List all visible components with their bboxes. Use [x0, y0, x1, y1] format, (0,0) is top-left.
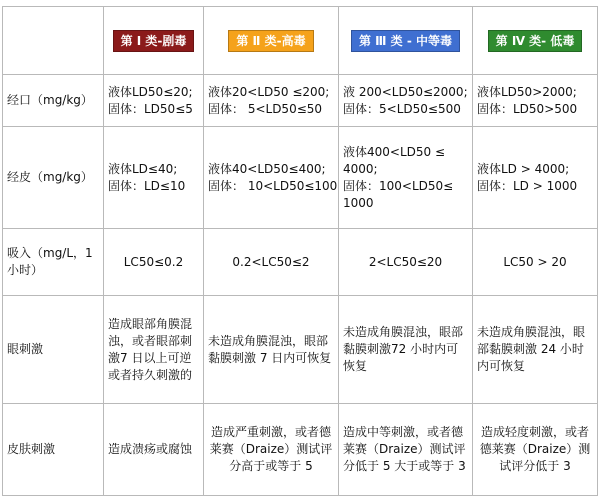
- inhalation-row-label: 吸入（mg/L，1小时）: [3, 229, 104, 296]
- oral-class-2-solid: 固体： 5<LD50≤50: [208, 101, 323, 116]
- oral-row-label: 经口（mg/kg）: [3, 75, 104, 127]
- class-1-header-cell: [104, 7, 204, 75]
- toxicity-classification-table: [2, 6, 598, 496]
- eye-class-1-text: 造成眼部角膜混浊，或者眼部刺激7 日以上可逆或者持久刺激的: [108, 316, 193, 382]
- dermal-class-3-liquid-cont: 4000;: [343, 161, 378, 176]
- dermal-class-2-liquid: 液体40<LD50≤400;: [208, 161, 326, 176]
- dermal-class-2-cell: [204, 127, 339, 229]
- dermal-class-3-liquid: 液体400<LD50 ≤: [343, 144, 446, 159]
- eye-class-1-cell: [104, 296, 204, 404]
- dermal-class-4-cell: [473, 127, 598, 229]
- eye-class-2-text: 未造成角膜混浊，眼部黏膜刺激 7 日内可恢复: [208, 333, 332, 365]
- skin-class-4-text: 造成轻度刺激，或者德莱赛（Draize）测试评分低于 3: [479, 425, 591, 473]
- oral-class-1-liquid: 液体LD50≤20;: [108, 84, 193, 99]
- skin-class-3-cell: [339, 404, 473, 496]
- class-3-badge: 第 Ⅲ 类 - 中等毒: [351, 30, 460, 52]
- oral-class-4-solid: 固体：LD50>500: [477, 101, 578, 116]
- class-4-badge: 第 Ⅳ 类- 低毒: [488, 30, 583, 52]
- dermal-class-1-solid: 固体：LD≤10: [108, 178, 186, 193]
- skin-row-label: 皮肤刺激: [3, 404, 104, 496]
- dermal-class-3-solid-cont: 1000: [343, 195, 374, 210]
- inhalation-class-1-cell: LC50≤0.2: [104, 229, 204, 296]
- oral-row: [3, 75, 598, 127]
- oral-class-2-cell: [204, 75, 339, 127]
- class-2-badge: 第 Ⅱ 类-高毒: [228, 30, 313, 52]
- oral-class-1-solid: 固体：LD50≤5: [108, 101, 193, 116]
- dermal-class-4-solid: 固体：LD > 1000: [477, 178, 578, 193]
- dermal-class-3-cell: [339, 127, 473, 229]
- skin-class-2-cell: [204, 404, 339, 496]
- oral-class-2-liquid: 液体20<LD50 ≤200;: [208, 84, 330, 99]
- oral-class-3-liquid: 液 200<LD50≤2000;: [343, 84, 468, 99]
- eye-row-label: 眼刺激: [3, 296, 104, 404]
- eye-class-4-cell: [473, 296, 598, 404]
- class-3-header-cell: [339, 7, 473, 75]
- oral-class-4-liquid: 液体LD50>2000;: [477, 84, 577, 99]
- dermal-class-2-solid: 固体： 10<LD50≤100: [208, 178, 338, 193]
- oral-class-3-cell: [339, 75, 473, 127]
- eye-row: [3, 296, 598, 404]
- inhalation-class-4-cell: LC50 > 20: [473, 229, 598, 296]
- class-4-header-cell: [473, 7, 598, 75]
- corner-cell: [3, 7, 104, 75]
- skin-class-1-text: 造成溃疡或腐蚀: [108, 442, 193, 456]
- skin-class-3-text: 造成中等刺激，或者德莱赛（Draize）测试评分低于 5 大于或等于 3: [343, 425, 466, 473]
- eye-class-4-text: 未造成角膜混浊，眼部黏膜刺激 24 小时内可恢复: [477, 325, 586, 373]
- inhalation-class-3-cell: 2<LC50≤20: [339, 229, 473, 296]
- oral-class-4-cell: [473, 75, 598, 127]
- oral-class-1-cell: [104, 75, 204, 127]
- class-2-header-cell: [204, 7, 339, 75]
- class-1-badge: 第 Ⅰ 类-剧毒: [113, 30, 195, 52]
- oral-class-3-solid: 固体：5<LD50≤500: [343, 101, 461, 116]
- dermal-class-1-cell: [104, 127, 204, 229]
- dermal-class-3-solid: 固体：100<LD50≤: [343, 178, 454, 193]
- dermal-row-label: 经皮（mg/kg）: [3, 127, 104, 229]
- eye-class-3-text: 未造成角膜混浊，眼部黏膜刺激72 小时内可恢复: [343, 325, 464, 373]
- eye-class-3-cell: [339, 296, 473, 404]
- skin-class-2-text: 造成严重刺激，或者德莱赛（Draize）测试评分高于或等于 5: [209, 425, 333, 473]
- dermal-class-4-liquid: 液体LD > 4000;: [477, 161, 570, 176]
- eye-class-2-cell: [204, 296, 339, 404]
- inhalation-class-2-cell: 0.2<LC50≤2: [204, 229, 339, 296]
- inhalation-row: [3, 229, 598, 296]
- dermal-row: [3, 127, 598, 229]
- skin-class-1-cell: [104, 404, 204, 496]
- skin-row: [3, 404, 598, 496]
- dermal-class-1-liquid: 液体LD≤40;: [108, 161, 178, 176]
- header-row: [3, 7, 598, 75]
- skin-class-4-cell: [473, 404, 598, 496]
